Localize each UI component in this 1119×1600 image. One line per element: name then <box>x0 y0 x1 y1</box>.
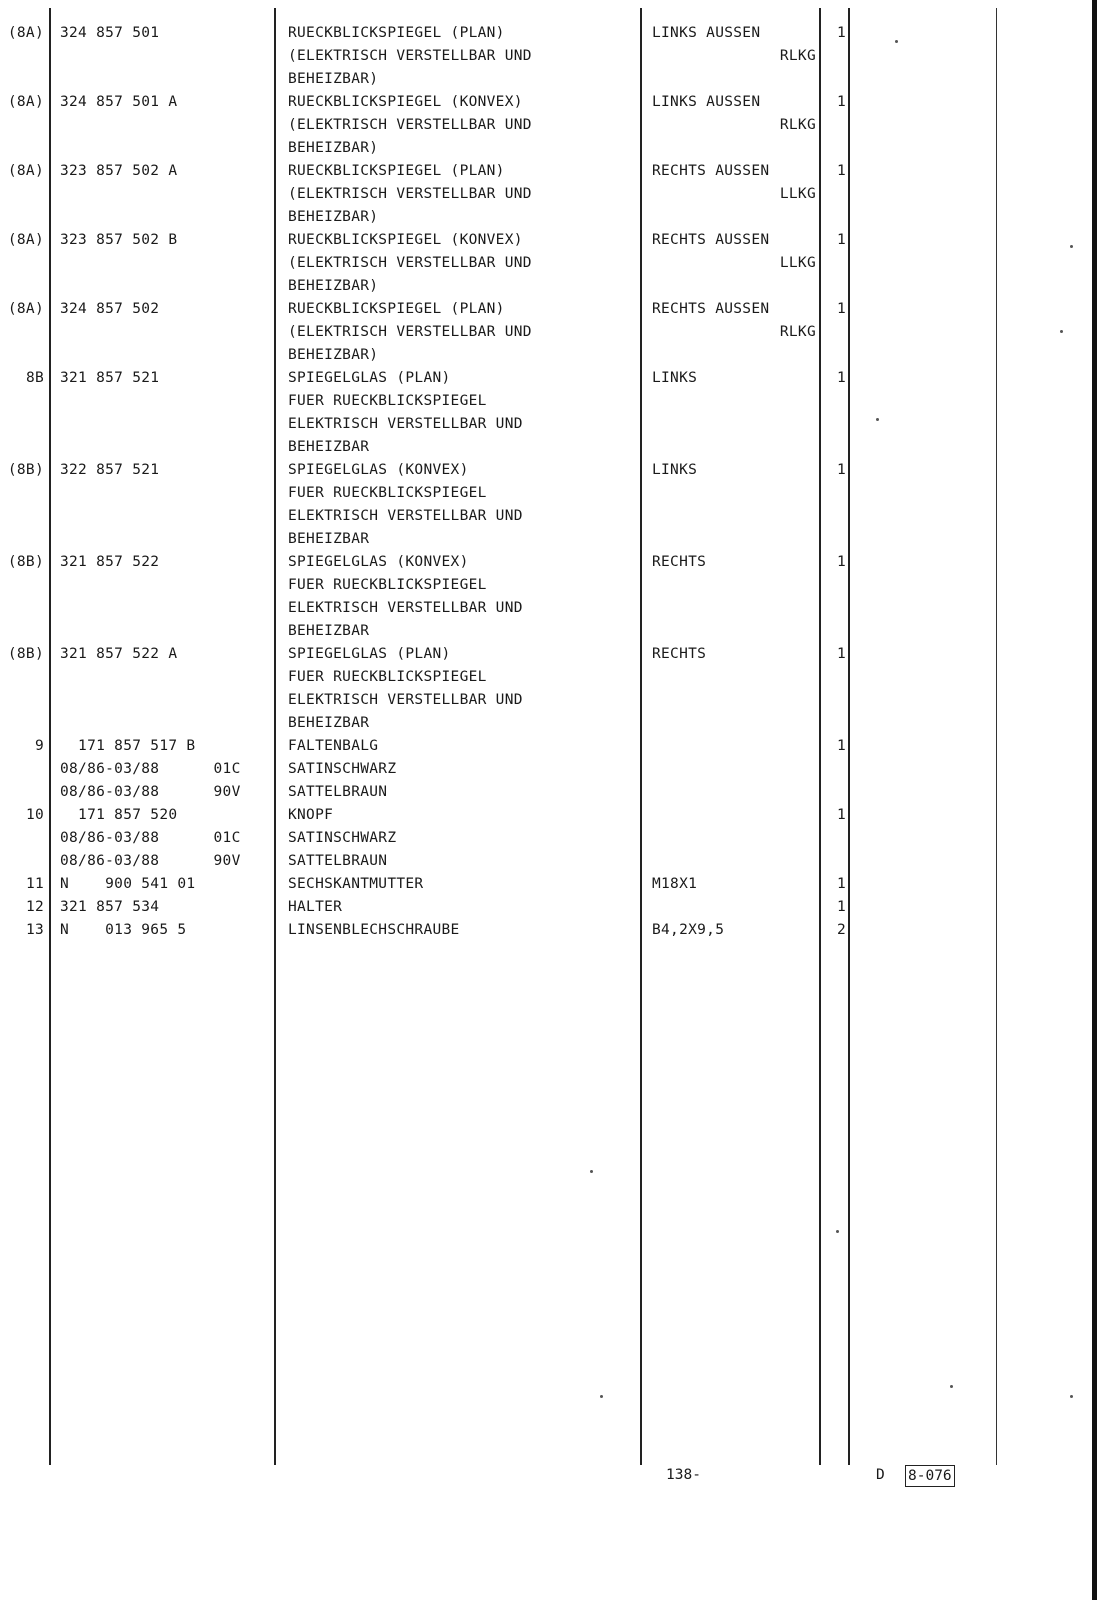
description-line: BEHEIZBAR <box>288 715 370 731</box>
quantity: 1 <box>836 807 846 823</box>
part-description <box>288 781 638 804</box>
description-line: BEHEIZBAR <box>288 439 370 455</box>
remark <box>652 22 816 68</box>
part-description <box>288 551 638 643</box>
remark-line: LINKS AUSSEN <box>652 94 761 110</box>
part-number: 323 857 502 A <box>60 163 178 179</box>
part-description <box>288 735 638 758</box>
scan-speck <box>1070 245 1073 248</box>
quantity: 2 <box>836 922 846 938</box>
table-row <box>0 873 1119 896</box>
part-description <box>288 22 638 91</box>
description-line: SPIEGELGLAS (PLAN) <box>288 370 451 386</box>
remark <box>652 919 816 942</box>
remark-line: RLKG <box>779 117 816 133</box>
remark <box>652 367 816 390</box>
quantity: 1 <box>836 462 846 478</box>
remark-line: LLKG <box>779 255 816 271</box>
description-line: (ELEKTRISCH VERSTELLBAR UND <box>288 117 532 133</box>
scan-speck <box>590 1170 593 1173</box>
remark <box>652 298 816 344</box>
description-line: SATINSCHWARZ <box>288 830 397 846</box>
remark-line: LINKS <box>652 370 698 386</box>
quantity: 1 <box>836 94 846 110</box>
table-row <box>0 91 1119 160</box>
position-number: 8B <box>25 370 44 386</box>
table-row <box>0 459 1119 551</box>
part-description <box>288 827 638 850</box>
part-description <box>288 459 638 551</box>
description-line: SPIEGELGLAS (KONVEX) <box>288 554 469 570</box>
part-number: 321 857 522 A <box>60 646 178 662</box>
description-line: SATTELBRAUN <box>288 784 388 800</box>
description-line: FUER RUECKBLICKSPIEGEL <box>288 577 487 593</box>
part-description <box>288 367 638 459</box>
description-line: FUER RUECKBLICKSPIEGEL <box>288 485 487 501</box>
position-number: (8B) <box>7 554 44 570</box>
description-line: ELEKTRISCH VERSTELLBAR UND <box>288 508 523 524</box>
quantity: 1 <box>836 646 846 662</box>
part-description <box>288 758 638 781</box>
remark-line: RECHTS <box>652 554 707 570</box>
table-row <box>0 804 1119 827</box>
position-number: (8A) <box>7 163 44 179</box>
part-number: 324 857 501 <box>60 25 160 41</box>
position-number: (8A) <box>7 301 44 317</box>
description-line: ELEKTRISCH VERSTELLBAR UND <box>288 692 523 708</box>
position-number: 9 <box>34 738 44 754</box>
remark-line: M18X1 <box>652 876 698 892</box>
part-description <box>288 643 638 735</box>
quantity: 1 <box>836 554 846 570</box>
table-row <box>0 919 1119 942</box>
description-line: RUECKBLICKSPIEGEL (KONVEX) <box>288 232 523 248</box>
part-number: 322 857 521 <box>60 462 160 478</box>
scan-speck <box>950 1385 953 1388</box>
description-line: SPIEGELGLAS (PLAN) <box>288 646 451 662</box>
position-number: (8B) <box>7 646 44 662</box>
position-number: 10 <box>25 807 44 823</box>
table-row <box>0 298 1119 367</box>
table-row <box>0 367 1119 459</box>
description-line: RUECKBLICKSPIEGEL (PLAN) <box>288 163 505 179</box>
remark <box>652 873 816 896</box>
quantity: 1 <box>836 163 846 179</box>
part-description <box>288 850 638 873</box>
table-row <box>0 22 1119 91</box>
page-number: 138- <box>666 1467 701 1483</box>
table-row <box>0 735 1119 758</box>
position-number: 11 <box>25 876 44 892</box>
description-line: KNOPF <box>288 807 334 823</box>
remark-line: RECHTS AUSSEN <box>652 301 770 317</box>
section-code: 8-076 <box>905 1465 955 1487</box>
scan-speck <box>1060 330 1063 333</box>
parts-table <box>0 22 1119 942</box>
remark-line: LINKS <box>652 462 698 478</box>
quantity: 1 <box>836 301 846 317</box>
part-number: 324 857 502 <box>60 301 160 317</box>
remark <box>652 459 816 482</box>
description-line: SECHSKANTMUTTER <box>288 876 424 892</box>
part-number: 08/86-03/88 90V <box>60 784 241 800</box>
remark-line: B4,2X9,5 <box>652 922 725 938</box>
table-row <box>0 160 1119 229</box>
position-number: (8A) <box>7 94 44 110</box>
description-line: FUER RUECKBLICKSPIEGEL <box>288 669 487 685</box>
description-line: (ELEKTRISCH VERSTELLBAR UND <box>288 48 532 64</box>
remark <box>652 160 816 206</box>
scan-speck <box>836 1230 839 1233</box>
remark-line: RLKG <box>779 48 816 64</box>
description-line: ELEKTRISCH VERSTELLBAR UND <box>288 600 523 616</box>
description-line: BEHEIZBAR) <box>288 209 379 225</box>
remark <box>652 229 816 275</box>
description-line: HALTER <box>288 899 343 915</box>
remark-line: RLKG <box>779 324 816 340</box>
remark <box>652 643 816 666</box>
part-number: 08/86-03/88 01C <box>60 761 241 777</box>
description-line: (ELEKTRISCH VERSTELLBAR UND <box>288 255 532 271</box>
position-number: (8A) <box>7 25 44 41</box>
description-line: BEHEIZBAR) <box>288 347 379 363</box>
part-description <box>288 298 638 367</box>
remark-line: RECHTS <box>652 646 707 662</box>
part-number: N 013 965 5 <box>60 922 187 938</box>
position-number: (8B) <box>7 462 44 478</box>
position-number: 12 <box>25 899 44 915</box>
quantity: 1 <box>836 876 846 892</box>
description-line: (ELEKTRISCH VERSTELLBAR UND <box>288 186 532 202</box>
description-line: SATTELBRAUN <box>288 853 388 869</box>
scan-speck <box>895 40 898 43</box>
scan-speck <box>600 1395 603 1398</box>
table-row <box>0 643 1119 735</box>
part-number: N 900 541 01 <box>60 876 196 892</box>
remark-line: RECHTS AUSSEN <box>652 163 770 179</box>
description-line: LINSENBLECHSCHRAUBE <box>288 922 460 938</box>
description-line: FALTENBALG <box>288 738 379 754</box>
section-letter: D <box>876 1467 885 1483</box>
part-number: 324 857 501 A <box>60 94 178 110</box>
table-row <box>0 229 1119 298</box>
quantity: 1 <box>836 25 846 41</box>
remark-line: LINKS AUSSEN <box>652 25 761 41</box>
part-number: 08/86-03/88 01C <box>60 830 241 846</box>
table-row <box>0 850 1119 873</box>
part-number: 08/86-03/88 90V <box>60 853 241 869</box>
quantity: 1 <box>836 738 846 754</box>
description-line: BEHEIZBAR) <box>288 278 379 294</box>
table-row <box>0 551 1119 643</box>
scan-speck <box>876 418 879 421</box>
remark-line: RECHTS AUSSEN <box>652 232 770 248</box>
description-line: SPIEGELGLAS (KONVEX) <box>288 462 469 478</box>
quantity: 1 <box>836 899 846 915</box>
description-line: FUER RUECKBLICKSPIEGEL <box>288 393 487 409</box>
description-line: BEHEIZBAR) <box>288 71 379 87</box>
remark <box>652 551 816 574</box>
description-line: RUECKBLICKSPIEGEL (KONVEX) <box>288 94 523 110</box>
part-description <box>288 919 638 942</box>
part-description <box>288 229 638 298</box>
table-row <box>0 758 1119 781</box>
table-row <box>0 896 1119 919</box>
part-number: 321 857 534 <box>60 899 160 915</box>
description-line: ELEKTRISCH VERSTELLBAR UND <box>288 416 523 432</box>
description-line: RUECKBLICKSPIEGEL (PLAN) <box>288 301 505 317</box>
remark <box>652 91 816 137</box>
quantity: 1 <box>836 370 846 386</box>
part-description <box>288 873 638 896</box>
part-description <box>288 160 638 229</box>
description-line: SATINSCHWARZ <box>288 761 397 777</box>
part-number: 321 857 522 <box>60 554 160 570</box>
part-description <box>288 896 638 919</box>
remark-line: LLKG <box>779 186 816 202</box>
quantity: 1 <box>836 232 846 248</box>
description-line: BEHEIZBAR <box>288 531 370 547</box>
description-line: BEHEIZBAR) <box>288 140 379 156</box>
part-description <box>288 91 638 160</box>
table-row <box>0 781 1119 804</box>
description-line: RUECKBLICKSPIEGEL (PLAN) <box>288 25 505 41</box>
description-line: BEHEIZBAR <box>288 623 370 639</box>
scan-speck <box>1070 1395 1073 1398</box>
part-number: 171 857 520 <box>60 807 178 823</box>
position-number: 13 <box>25 922 44 938</box>
position-number: (8A) <box>7 232 44 248</box>
part-number: 323 857 502 B <box>60 232 178 248</box>
part-description <box>288 804 638 827</box>
part-number: 171 857 517 B <box>60 738 196 754</box>
description-line: (ELEKTRISCH VERSTELLBAR UND <box>288 324 532 340</box>
table-row <box>0 827 1119 850</box>
part-number: 321 857 521 <box>60 370 160 386</box>
